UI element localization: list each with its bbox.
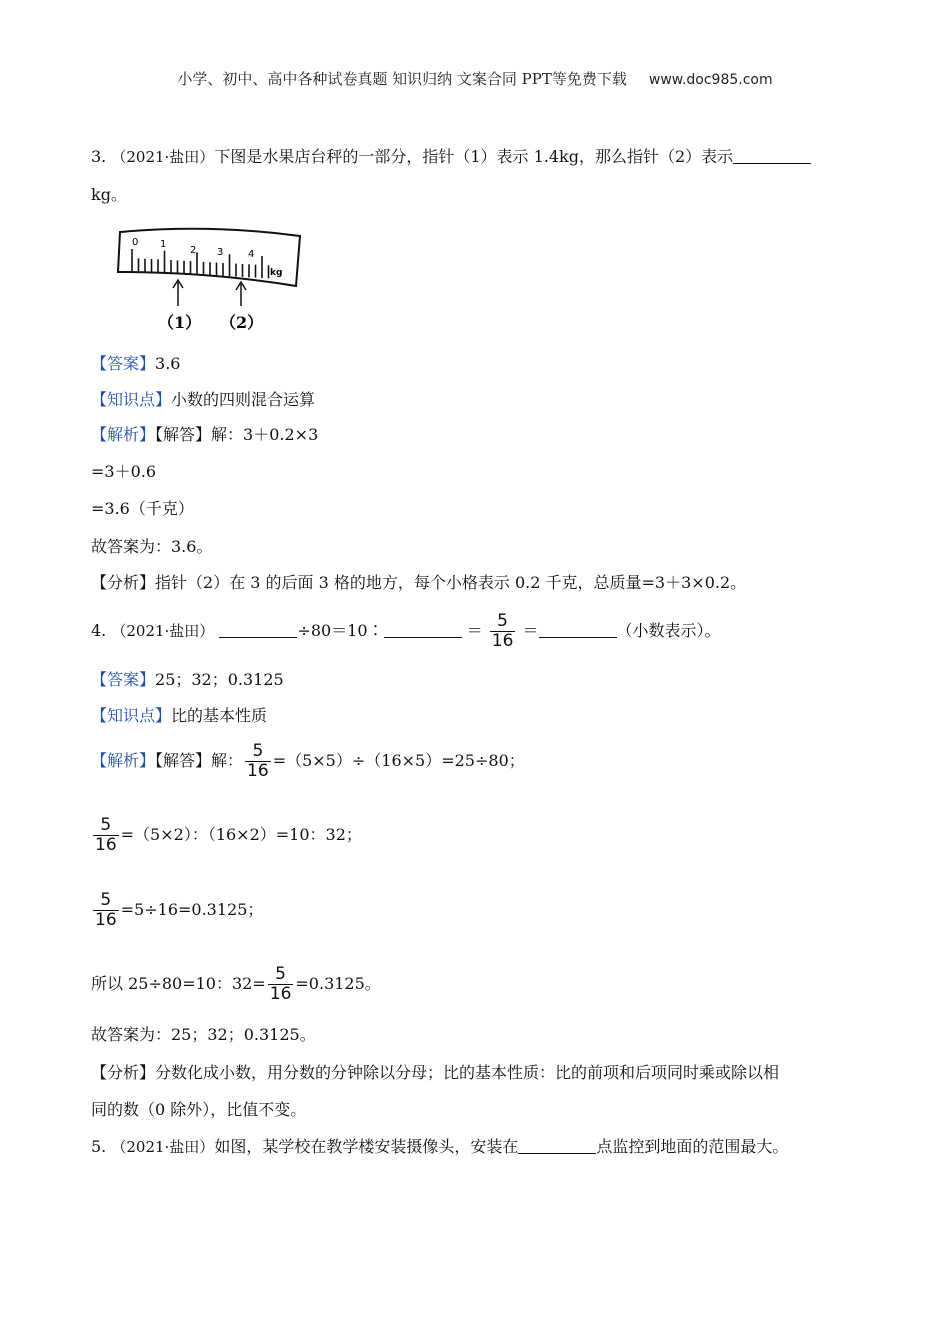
q4-answer: 25；32；0.3125 — [155, 670, 284, 689]
frac-num: 5 — [93, 891, 119, 911]
q3-stem-end: kg。 — [91, 185, 127, 204]
q4-fenxi-line-1 — [91, 1062, 779, 1084]
scale-unit: kg — [270, 268, 283, 278]
pointer-2-label: （2） — [220, 313, 264, 332]
q4-solve-line-3 — [91, 888, 263, 932]
header-text: 小学、初中、高中各种试卷真题 知识归纳 文案合同 PPT等免费下载 — [177, 70, 627, 88]
q4-frac-line1 — [245, 742, 271, 781]
frac-den: 16 — [95, 910, 117, 930]
tick-label-3: 3 — [217, 247, 224, 258]
q5-answer-blank[interactable] — [518, 1137, 596, 1154]
q3-analysis-tag: 【解析】 — [91, 425, 156, 444]
q4-solve-line-4 — [91, 962, 381, 1006]
q3-solve-tag: 【解答】 — [155, 425, 212, 444]
q4-seg4: （小数表示）。 — [616, 621, 721, 640]
q4-source: （2021·盐田） — [111, 622, 215, 640]
q4-frac-den: 16 — [491, 631, 514, 651]
q3-fenxi: 指针（2）在 3 的后面 3 格的地方，每个小格表示 0.2 千克，总质量=3＋3×0.2。 — [155, 573, 747, 592]
q4-frac-num: 5 — [490, 612, 516, 632]
q4-solve-line-1 — [91, 739, 525, 783]
q3-text: 下图是水果店台秤的一部分，指针（1）表示 1.4kg，那么指针（2）表示 — [214, 147, 734, 166]
q3-answer: 3.6 — [155, 354, 181, 373]
q4-solve-line-5: 故答案为：25；32；0.3125。 — [91, 1025, 316, 1044]
q4-line1-rest: =（5×5）÷（16×5）=25÷80； — [272, 751, 525, 770]
q4-seg2: ＝ — [466, 621, 483, 640]
q3-kp: 小数的四则混合运算 — [171, 390, 316, 409]
q3-kp-tag: 【知识点】 — [91, 390, 172, 409]
frac-num: 5 — [245, 742, 271, 762]
header-site[interactable]: www.doc985.com — [648, 72, 773, 88]
q4-analysis-tag: 【解析】 — [91, 751, 156, 770]
q3-fenxi-line — [91, 572, 746, 594]
q4-fenxi-tag: 【分析】 — [91, 1063, 156, 1082]
tick-label-1: 1 — [160, 239, 167, 250]
q5-source: （2021·盐田） — [111, 1138, 215, 1156]
q4-frac-line2 — [93, 816, 119, 855]
q4-blank-2[interactable] — [384, 621, 462, 638]
q4-line4-post: =0.3125。 — [295, 974, 381, 993]
tick-label-4: 4 — [248, 249, 255, 260]
scale-figure — [110, 220, 310, 335]
tick-label-0: 0 — [132, 237, 139, 248]
q4-fenxi-1: 分数化成小数，用分数的分钟除以分母；比的基本性质：比的前项和后项同时乘或除以相 — [155, 1063, 780, 1082]
q4-line4-pre: 所以 25÷80=10：32= — [91, 974, 266, 993]
q4-line3-rest: =5÷16=0.3125； — [120, 900, 264, 919]
page-header — [0, 68, 950, 89]
q4-line2-rest: =（5×2）：（16×2）=10：32； — [120, 825, 362, 844]
q5-stem — [91, 1136, 788, 1158]
q3-stem — [91, 146, 811, 168]
q3-answer-tag: 【答案】 — [91, 354, 156, 373]
frac-num: 5 — [93, 816, 119, 836]
q3-solve-text-1: 解：3＋0.2×3 — [211, 425, 319, 444]
q4-kp: 比的基本性质 — [171, 706, 268, 725]
q3-solve-line-4: 故答案为：3.6。 — [91, 537, 213, 556]
q4-solve-prefix: 解： — [211, 751, 244, 770]
frac-den: 16 — [269, 984, 292, 1004]
q3-answer-line — [91, 353, 180, 375]
q4-stem — [91, 609, 721, 653]
q5-number: 5. — [91, 1137, 107, 1156]
q3-fenxi-tag: 【分析】 — [91, 573, 156, 592]
q4-answer-line — [91, 669, 284, 691]
q4-solve-line-2 — [91, 813, 362, 857]
q4-kp-line — [91, 705, 267, 727]
tick-label-2: 2 — [190, 245, 197, 256]
q4-blank-1[interactable] — [219, 621, 297, 638]
scale-svg — [110, 220, 310, 335]
pointer-1-label: （1） — [158, 313, 202, 332]
q3-answer-blank[interactable] — [733, 147, 811, 164]
q4-fenxi-line-2: 同的数（0 除外），比值不变。 — [91, 1100, 307, 1119]
q4-frac-line4 — [268, 965, 294, 1004]
q3-solve-line-3: =3.6（千克） — [91, 499, 194, 518]
q4-kp-tag: 【知识点】 — [91, 706, 172, 725]
q3-solve-line-2: =3＋0.6 — [91, 462, 157, 481]
q3-source: （2021·盐田） — [111, 148, 215, 166]
frac-den: 16 — [247, 761, 269, 781]
q4-blank-3[interactable] — [539, 621, 617, 638]
q4-number: 4. — [91, 621, 107, 640]
q3-solve-line-1 — [91, 424, 318, 446]
q4-seg3: ＝ — [522, 621, 539, 640]
frac-num: 5 — [268, 965, 294, 985]
q4-answer-tag: 【答案】 — [91, 670, 156, 689]
q4-frac-line3 — [93, 891, 119, 930]
q5-text: 如图，某学校在教学楼安装摄像头，安装在 — [214, 1137, 519, 1156]
q3-number: 3. — [91, 147, 107, 166]
q4-fraction — [490, 612, 516, 651]
q3-kp-line — [91, 389, 315, 411]
q5-text-end: 点监控到地面的范围最大。 — [596, 1137, 789, 1156]
frac-den: 16 — [95, 835, 117, 855]
q4-seg1: ÷80＝10∶ — [297, 621, 384, 640]
q4-solve-tag: 【解答】 — [155, 751, 212, 770]
